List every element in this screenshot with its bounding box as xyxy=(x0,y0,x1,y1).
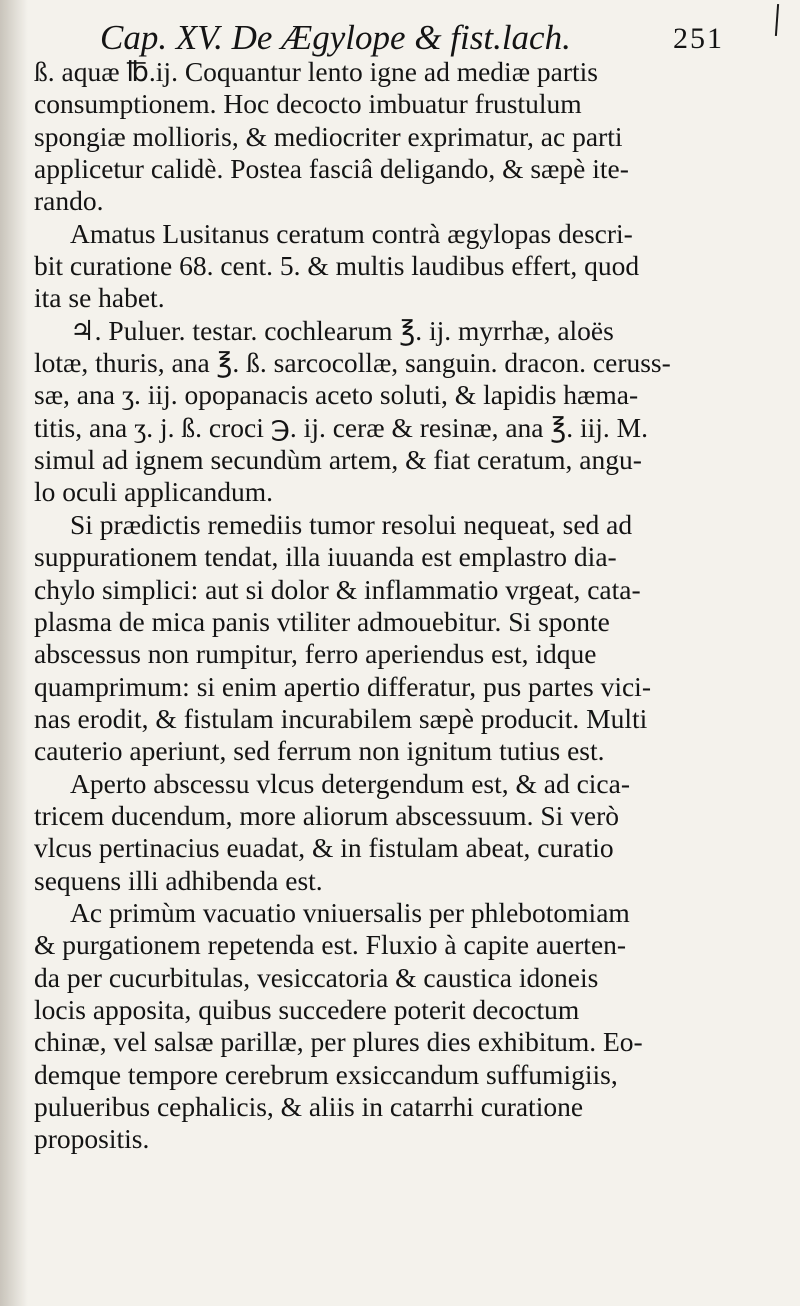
body-text xyxy=(34,56,710,1156)
text-line: demque tempore cerebrum exsiccandum suffumigiis, xyxy=(34,1058,618,1090)
text-line: applicetur calidè. Postea fasciâ deligando, & sæpè ite- xyxy=(34,153,629,185)
text-line: & purgationem repetenda est. Fluxio à capite auerten- xyxy=(34,929,627,961)
text-line: suppurationem tendat, illa iuuanda est emplastro dia- xyxy=(34,541,617,573)
text-line: spongiæ mollioris, & mediocriter exprimatur, ac parti xyxy=(34,120,623,152)
text-line: titis, ana ʒ. j. ß. croci ℈. ij. ceræ & resinæ, ana ℥. iij. M. xyxy=(34,411,648,443)
text-line: nas erodit, & fistulam incurabilem sæpè producit. Multi xyxy=(34,702,648,734)
text-line: tricem ducendum, more aliorum abscessuum. Si verò xyxy=(34,799,619,831)
text-line: da per cucurbitulas, vesiccatoria & caustica idoneis xyxy=(34,961,599,993)
running-head: Cap. XV. De Ægylope & fist.lach. xyxy=(100,18,571,57)
text-line: quamprimum: si enim apertio differatur, pus partes vici- xyxy=(34,670,651,702)
binding-shadow xyxy=(0,0,28,1306)
text-line: abscessus non rumpitur, ferro aperiendus est, idque xyxy=(34,638,597,670)
text-line: sæ, ana ʒ. iij. opopanacis aceto soluti, & lapidis hæma- xyxy=(34,379,639,411)
text-line: consumptionem. Hoc decocto imbuatur frustulum xyxy=(34,88,582,120)
text-line: Si prædictis remediis tumor resolui nequeat, sed ad xyxy=(70,508,633,540)
page-number: 251 xyxy=(673,22,724,55)
text-line: lo oculi applicandum. xyxy=(34,476,274,508)
text-line: propositis. xyxy=(34,1123,150,1155)
page-header xyxy=(0,12,800,58)
text-line: ita se habet. xyxy=(34,282,165,314)
text-line: chylo simplici: aut si dolor & inflammatio vrgeat, cata- xyxy=(34,573,641,605)
text-line: ♃. Puluer. testar. cochlearum ℥. ij. myrrhæ, aloës xyxy=(70,314,614,346)
text-line: Ac primùm vacuatio vniuersalis per phlebotomiam xyxy=(70,896,630,928)
text-line: simul ad ignem secundùm artem, & fiat ceratum, angu- xyxy=(34,444,642,476)
text-line: sequens illi adhibenda est. xyxy=(34,864,323,896)
text-line: chinæ, vel salsæ parillæ, per plures dies exhibitum. Eo- xyxy=(34,1026,643,1058)
text-line: vlcus pertinacius euadat, & in fistulam abeat, curatio xyxy=(34,832,614,864)
text-line: locis apposita, quibus succedere poterit decoctum xyxy=(34,993,580,1025)
text-line: Amatus Lusitanus ceratum contrà ægylopas descri- xyxy=(70,217,633,249)
text-line: cauterio aperiunt, sed ferrum non ignitum tutius est. xyxy=(34,735,605,767)
text-line: bit curatione 68. cent. 5. & multis laudibus effert, quod xyxy=(34,250,640,282)
text-line: pulueribus cephalicis, & aliis in catarrhi curatione xyxy=(34,1091,584,1122)
text-line: plasma de mica panis vtiliter admouebitur. Si sponte xyxy=(34,605,610,637)
text-line: Aperto abscessu vlcus detergendum est, & ad cica- xyxy=(70,767,631,799)
text-line: lotæ, thuris, ana ℥. ß. sarcocollæ, sanguin. dracon. ceruss- xyxy=(34,347,671,379)
text-line: rando. xyxy=(34,185,104,217)
text-line: ß. aquæ ℔.ij. Coquantur lento igne ad mediæ partis xyxy=(34,56,599,87)
